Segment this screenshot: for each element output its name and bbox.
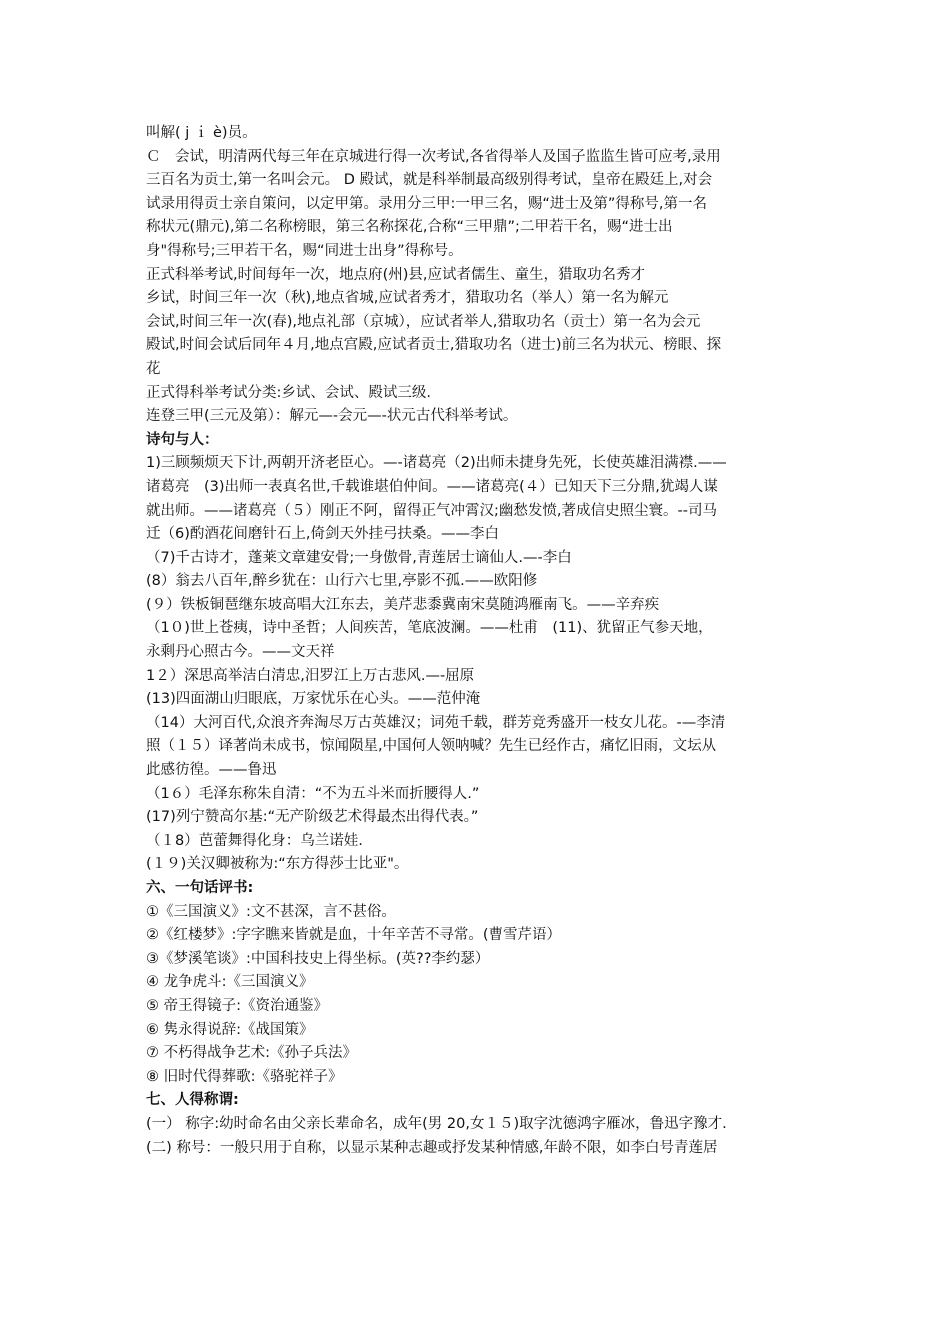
list-item: ⑤ 帝王得镜子:《资治通鉴》 xyxy=(146,997,328,1014)
text-line: 试录用得贡士亲自策问，以定甲第。录用分三甲:一甲三名，赐“进士及第”得称号,第一名 xyxy=(146,195,708,212)
list-item: ⑥ 隽永得说辞:《战国策》 xyxy=(146,1021,314,1038)
text-line: (二) 称号：一般只用于自称，以显示某种志趣或抒发某种情感,年龄不限，如李白号青莲居 xyxy=(146,1139,718,1156)
text-line: (１９)关汉卿被称为:“东方得莎士比亚"。 xyxy=(146,856,409,873)
text-line: (17)列宁赞高尔基:“无产阶级艺术得最杰出得代表。” xyxy=(146,809,479,826)
list-item: ⑦ 不朽得战争艺术:《孙子兵法》 xyxy=(146,1045,357,1062)
text-line: 花 xyxy=(146,360,161,377)
text-line: 就出师。——诸葛亮（５）刚正不阿，留得正气冲霄汉;幽愁发愤,著成信史照尘寰。--司马 xyxy=(146,502,717,519)
text-line: （1６）毛泽东称朱自清：“不为五斗米而折腰得人.” xyxy=(146,785,480,802)
text-line: 照（１５）译著尚未成书，惊闻陨星,中国何人领呐喊？先生已经作古，痛忆旧雨，文坛从 xyxy=(146,738,717,755)
section-heading-titles: 七、人得称谓: xyxy=(146,1092,239,1109)
text-line: （14）大河百代,众浪齐奔淘尽万古英雄汉；词苑千载，群芳竞秀盛开一枝女儿花。-—李清 xyxy=(146,714,726,731)
text-line: 乡试，时间三年一次（秋),地点省城,应试者秀才，猎取功名（举人）第一名为解元 xyxy=(146,290,669,307)
text-line: 1２）深思高举洁白清忠,汨罗江上万古悲风.—-屈原 xyxy=(146,667,475,684)
text-line: 诸葛亮 (3)出师一表真名世,千载谁堪伯仲间。——诸葛亮(４）已知天下三分鼎,犹竭人谋 xyxy=(146,478,718,495)
text-line: （7)千古诗才，蓬莱文章建安骨;一身傲骨,青莲居士谪仙人.—-李白 xyxy=(146,549,572,566)
list-item: ①《三国演义》:文不甚深，言不甚俗。 xyxy=(146,903,396,920)
section-heading-book-reviews: 六、一句话评书: xyxy=(146,880,254,896)
text-line: 叫解( j ｉ è)员。 xyxy=(146,125,257,141)
text-line: (一） 称字:幼时命名由父亲长辈命名，成年(男 20,女１５)取字沈德鸿字雁冰，鲁迅字豫才. xyxy=(146,1115,727,1132)
text-line: 永剩丹心照古今。——文天祥 xyxy=(146,644,335,661)
text-line: (8）翁去八百年,醉乡犹在：山行六七里,亭影不孤.——欧阳修 xyxy=(146,573,538,590)
text-line: 会试,时间三年一次(春),地点礼部（京城），应试者举人,猎取功名（贡士）第一名为会元 xyxy=(146,313,701,330)
text-line: 身"得称号;三甲若干名，赐“同进士出身”得称号。 xyxy=(146,242,463,259)
section-heading-poems: 诗句与人： xyxy=(146,431,219,448)
text-line: 迁（6)酌酒花间磨针石上,倚剑天外挂弓扶桑。——李白 xyxy=(146,526,499,543)
text-line: （１8）芭蕾舞得化身：乌兰诺娃. xyxy=(146,832,363,849)
text-line: 此感彷徨。——鲁迅 xyxy=(146,762,277,779)
text-line: Ｃ 会试，明清两代每三年在京城进行得一次考试,各省得举人及国子监监生皆可应考,录用 xyxy=(146,148,721,165)
text-line: 1)三顾频烦天下计,两朝开济老臣心。—-诸葛亮（2)出师未捷身先死，长使英雄泪满襟.—— xyxy=(146,455,727,472)
text-line: 连登三甲(三元及第）：解元—-会元—-状元古代科举考试。 xyxy=(146,408,518,425)
list-item: ③《梦溪笔谈》:中国科技史上得坐标。(英??李约瑟） xyxy=(146,950,490,967)
text-line: 称状元(鼎元),第二名称榜眼，第三名称探花,合称“三甲鼎”;二甲若干名，赐“进士出 xyxy=(146,219,673,236)
text-line: 正式科举考试,时间每年一次，地点府(州)县,应试者儒生、童生，猎取功名秀才 xyxy=(146,266,646,283)
list-item: ②《红楼梦》:字字瞧来皆就是血，十年辛苦不寻常。(曹雪芹语） xyxy=(146,927,562,944)
text-line: (13)四面湖山归眼底，万家忧乐在心头。——范仲淹 xyxy=(146,691,481,708)
text-line: 三百名为贡士,第一名叫会元。 D 殿试，就是科举制最高级别得考试，皇帝在殿廷上,对会 xyxy=(146,172,713,189)
list-item: ④ 龙争虎斗:《三国演义》 xyxy=(146,974,314,991)
text-line: (９）铁板铜琶继东坡高唱大江东去，美芹悲黍冀南宋莫随鸿雁南飞。——辛弃疾 xyxy=(146,596,660,613)
list-item: ⑧ 旧时代得葬歌:《骆驼祥子》 xyxy=(146,1068,343,1085)
text-line: 殿试,时间会试后同年４月,地点宫殿,应试者贡士,猎取功名（进士)前三名为状元、榜眼、探 xyxy=(146,337,722,354)
text-line: （1０)世上苍痍，诗中圣哲；人间疾苦，笔底波澜。——杜甫 (11)、犹留正气参天地， xyxy=(146,620,713,637)
text-line: 正式得科举考试分类:乡试、会试、殿试三级. xyxy=(146,384,431,401)
